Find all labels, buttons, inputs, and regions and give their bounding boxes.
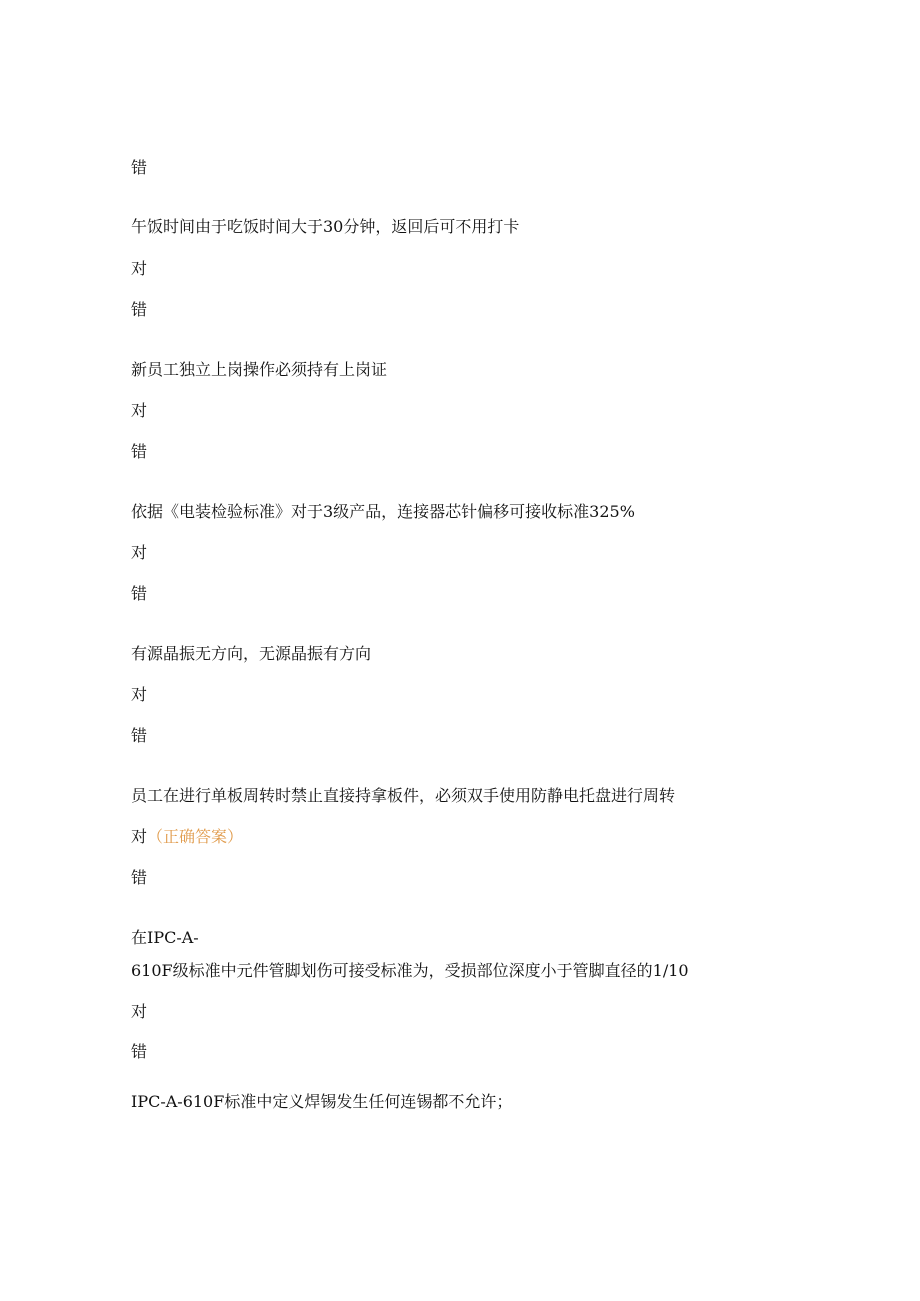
question-text: 依据《电装检验标准》对于3级产品，连接器芯针偏移可接收标准325% [131, 502, 635, 521]
question-text: 新员工独立上岗操作必须持有上岗证 [131, 360, 388, 379]
option-wrong: 错 [131, 584, 148, 603]
question-text: 有源晶振无方向，无源晶振有方向 [131, 644, 372, 663]
option-right: 对 [131, 259, 148, 278]
question-text: 员工在进行单板周转时禁止直接持拿板件，必须双手使用防静电托盘进行周转 [131, 786, 676, 805]
question-text-line1: 在IPC-A- [131, 928, 199, 947]
option-right: 对 [131, 1002, 148, 1021]
option-wrong: 错 [131, 158, 148, 177]
question-text: 午饭时间由于吃饭时间大于30分钟，返回后可不用打卡 [131, 217, 520, 236]
option-wrong: 错 [131, 300, 148, 319]
option-right: 对 [131, 685, 148, 704]
option-wrong: 错 [131, 726, 148, 745]
option-wrong: 错 [131, 868, 148, 887]
correct-answer-note: （正确答案） [147, 827, 244, 846]
option-right-label: 对 [131, 827, 148, 846]
option-right-correct [131, 827, 243, 847]
option-wrong: 错 [131, 1042, 148, 1061]
option-right: 对 [131, 543, 148, 562]
option-wrong: 错 [131, 442, 148, 461]
option-right: 对 [131, 401, 148, 420]
question-text: IPC-A-610F标准中定义焊锡发生任何连锡都不允许； [131, 1092, 513, 1111]
question-text-line2: 610F级标准中元件管脚划伤可接受标准为，受损部位深度小于管脚直径的1/10 [131, 961, 689, 980]
